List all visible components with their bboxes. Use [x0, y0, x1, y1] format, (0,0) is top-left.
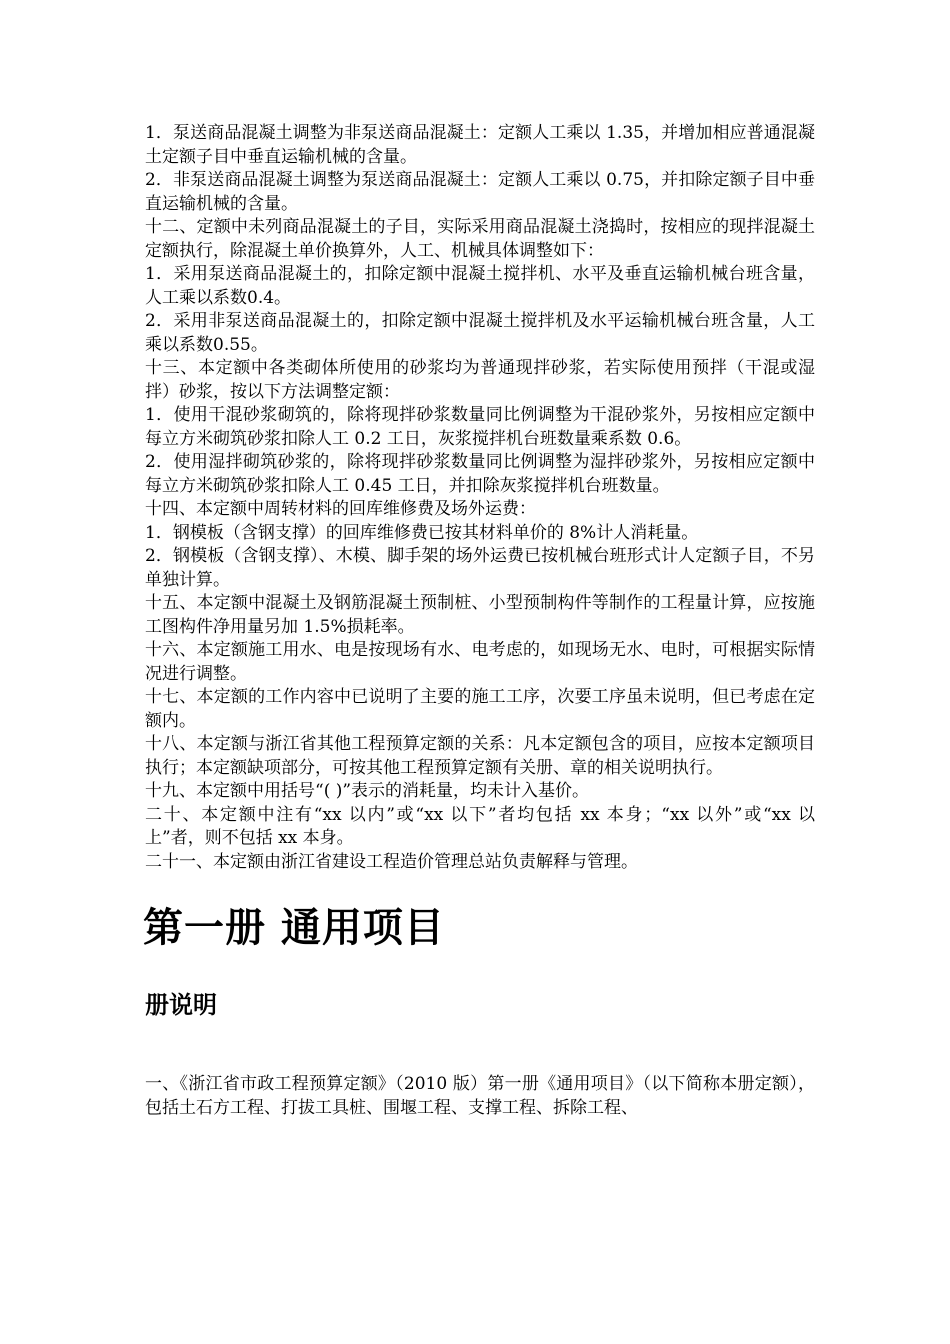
paragraph-10: 1．钢模板（含钢支撑）的回库维修费已按其材料单价的 8%计人消耗量。: [145, 522, 699, 543]
paragraph-4: 1．采用泵送商品混凝土的，扣除定额中混凝土搅拌机、水平及垂直运输机械台班含量，人工乘以系数0.4。: [145, 264, 815, 308]
paragraph-12: 十五、本定额中混凝土及钢筋混凝土预制桩、小型预制构件等制作的工程量计算，应按施工图构件净用量另加 1.5%损耗率。: [145, 593, 815, 637]
paragraph-16: 十九、本定额中用括号“( )”表示的消耗量，均未计入基价。: [145, 781, 590, 801]
paragraph-13: 十六、本定额施工用水、电是按现场有水、电考虑的，如现场无水、电时，可根据实际情况进行调整。: [145, 640, 815, 684]
paragraph-3: 十二、定额中未列商品混凝土的子目，实际采用商品混凝土浇捣时，按相应的现拌混凝土定额执行，除混凝土单价换算外，人工、机械具体调整如下：: [145, 217, 815, 261]
paragraph-9: 十四、本定额中周转材料的回库维修费及场外运费：: [145, 499, 536, 519]
document-page: [145, 122, 815, 1120]
paragraph-group: [145, 122, 815, 874]
paragraph-14: 十七、本定额的工作内容中已说明了主要的施工工序，次要工序虽未说明，但已考虑在定额内。: [145, 687, 815, 731]
paragraph-1: 1．泵送商品混凝土调整为非泵送商品混凝土：定额人工乘以 1.35，并增加相应普通混凝土定额子目中垂直运输机械的含量。: [145, 123, 815, 167]
paragraph-8: 2．使用湿拌砌筑砂浆的，除将现拌砂浆数量同比例调整为湿拌砂浆外，另按相应定额中每立方米砌筑砂浆扣除人工 0.45 工日，并扣除灰浆搅拌机台班数量。: [145, 452, 815, 496]
paragraph-intro: 一、《浙江省市政工程预算定额》（2010 版）第一册《通用项目》（以下简称本册定额），包括土石方工程、打拔工具桩、围堰工程、支撑工程、拆除工程、: [145, 1074, 815, 1118]
paragraph-2: 2．非泵送商品混凝土调整为泵送商品混凝土：定额人工乘以 0.75，并扣除定额子目中垂直运输机械的含量。: [145, 170, 815, 214]
paragraph-7: 1．使用干混砂浆砌筑的，除将现拌砂浆数量同比例调整为干混砂浆外，另按相应定额中每立方米砌筑砂浆扣除人工 0.2 工日，灰浆搅拌机台班数量乘系数 0.6。: [145, 405, 815, 449]
volume-heading: 第一册 通用项目: [143, 905, 445, 951]
paragraph-5: 2．采用非泵送商品混凝土的，扣除定额中混凝土搅拌机及水平运输机械台班含量，人工乘以系数0.55。: [145, 311, 815, 355]
section-heading: 册说明: [145, 991, 217, 1019]
paragraph-11: 2．钢模板（含钢支撑）、木模、脚手架的场外运费已按机械台班形式计人定额子目，不另单独计算。: [145, 546, 815, 590]
paragraph-6: 十三、本定额中各类砌体所使用的砂浆均为普通现拌砂浆，若实际使用预拌（干混或湿拌）砂浆，按以下方法调整定额：: [145, 358, 815, 402]
paragraph-18: 二十一、本定额由浙江省建设工程造价管理总站负责解释与管理。: [145, 851, 638, 872]
paragraph-15: 十八、本定额与浙江省其他工程预算定额的关系：凡本定额包含的项目，应按本定额项目执行；本定额缺项部分，可按其他工程预算定额有关册、章的相关说明执行。: [145, 734, 815, 778]
paragraph-17: 二十、本定额中注有“xx 以内”或“xx 以下”者均包括 xx 本身；“xx 以外”或“xx 以上”者，则不包括 xx 本身。: [145, 804, 815, 848]
